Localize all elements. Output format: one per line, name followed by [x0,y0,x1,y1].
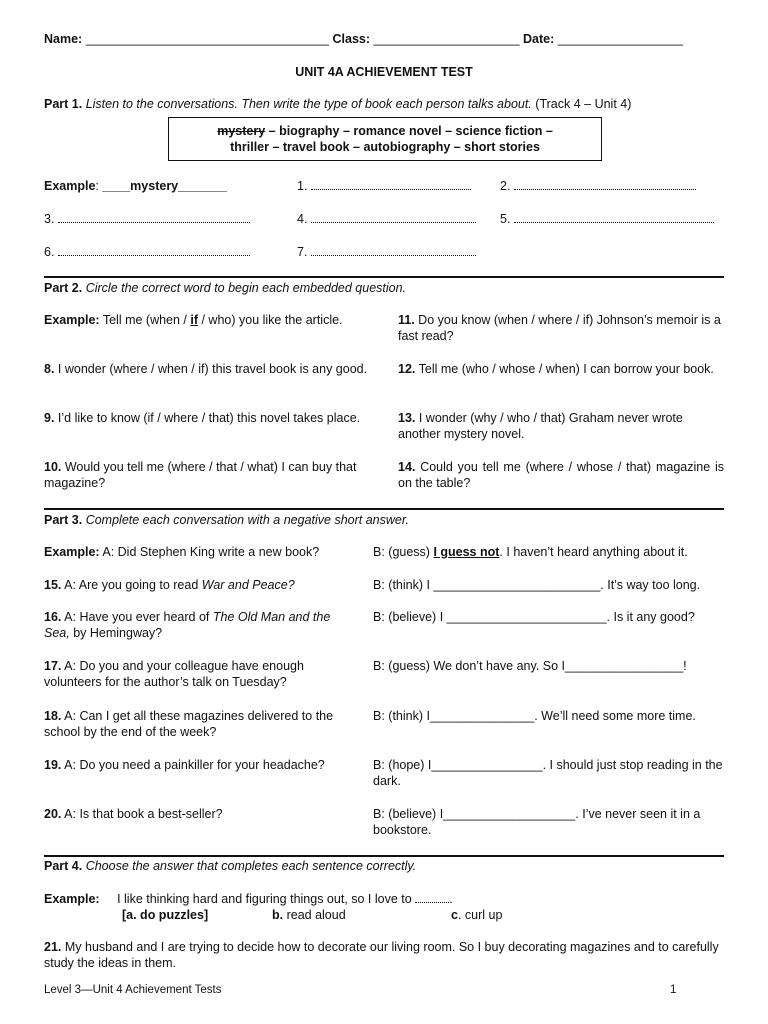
answer-blank[interactable] [58,245,250,256]
part1-example: Example: ____mystery_______ [44,179,227,193]
part3-heading [44,512,409,528]
question-8[interactable]: 8. I wonder (where / when / if) this travel book is any good. [44,362,368,376]
class-label: Class: [332,32,371,46]
answer-blank[interactable] [514,212,714,223]
part3-instruction: Complete each conversation with a negative short answer. [85,513,410,527]
word-bank-struck-word: mystery [217,124,266,138]
name-label: Name: [44,32,83,46]
part1-item-3[interactable]: 3. [44,211,250,227]
section-divider [44,855,724,857]
word-bank-line-2: thriller – travel book – autobiography – short stories [230,140,540,154]
class-field[interactable]: _____________________ [373,32,520,46]
answer-blank[interactable] [514,179,696,190]
question-15-b[interactable]: B: (think) I ________________________. It’s way too long. [373,578,701,592]
word-bank-line-1: mystery – biography – romance novel – science fiction – [217,124,553,138]
answer-blank[interactable] [311,179,471,190]
part1-item-2[interactable]: 2. [500,178,696,194]
part3-example-a: Example: A: Did Stephen King write a new book? [44,545,320,559]
part2-example: Example: Tell me (when / if / who) you like the article. [44,313,343,327]
question-19-b[interactable]: B: (hope) I________________. I should just stop reading in the dark. [373,758,723,788]
part2-instruction: Circle the correct word to begin each embedded question. [85,281,407,295]
date-field[interactable]: __________________ [557,32,683,46]
part4-heading [44,858,416,874]
date-label: Date: [523,32,555,46]
question-18-b[interactable]: B: (think) I_______________. We’ll need some more time. [373,709,696,723]
question-12[interactable]: 12. Tell me (who / whose / when) I can borrow your book. [398,362,714,376]
question-16-a: 16. A: Have you ever heard of The Old Man and the Sea, by Hemingway? [44,610,331,640]
part2-label: Part 2. [44,281,83,295]
answer-blank[interactable] [58,212,250,223]
answer-blank[interactable] [311,245,476,256]
question-18-a: 18. A: Can I get all these magazines delivered to the school by the end of the week? [44,709,334,739]
part1-item-4[interactable]: 4. [297,211,476,227]
page-number: 1 [670,984,677,996]
question-17-b[interactable]: B: (guess) We don’t have any. So I_________________! [373,659,687,673]
example-option-b: b. read aloud [272,908,346,922]
part3-example-b: B: (guess) I guess not. I haven’t heard anything about it. [373,545,688,559]
question-10[interactable]: 10. Would you tell me (where / that / what) I can buy that magazine? [44,460,357,490]
example-option-a: [a. do puzzles] [122,908,209,922]
question-13[interactable]: 13. I wonder (why / who / that) Graham never wrote another mystery novel. [398,411,683,441]
example-answer: I guess not [433,545,500,559]
footer-text: Level 3—Unit 4 Achievement Tests [44,984,222,996]
answer-blank[interactable] [311,212,476,223]
question-15-a: 15. A: Are you going to read War and Peace? [44,578,295,592]
word-bank-box [168,117,602,161]
part1-item-6[interactable]: 6. [44,244,250,260]
header-row [44,31,734,47]
part1-item-1[interactable]: 1. [297,178,471,194]
question-19-a: 19. A: Do you need a painkiller for your headache? [44,758,325,772]
section-divider [44,276,724,278]
part1-instruction: Listen to the conversations. Then write the type of book each person talks about. [85,97,532,111]
part1-track: (Track 4 – Unit 4) [535,97,632,111]
example-blank [415,892,449,903]
part1-item-5[interactable]: 5. [500,211,714,227]
part4-instruction: Choose the answer that completes each sentence correctly. [85,859,417,873]
section-divider [44,508,724,510]
question-20-a: 20. A: Is that book a best-seller? [44,807,223,821]
part1-item-7[interactable]: 7. [297,244,476,260]
question-11[interactable]: 11. Do you know (when / where / if) Johnson’s memoir is a fast read? [398,313,721,343]
question-16-b[interactable]: B: (believe) I _______________________. Is it any good? [373,610,695,624]
part1-example-answer: ____mystery_______ [102,179,227,193]
question-17-a: 17. A: Do you and your colleague have enough volunteers for the author’s talk on Tuesday? [44,659,304,689]
question-21[interactable]: 21. My husband and I are trying to decide how to decorate our living room. So I buy decorating magazines and to carefully study the ideas in them. [44,940,719,970]
name-field[interactable]: ___________________________________ [85,32,330,46]
part4-label: Part 4. [44,859,83,873]
part1-example-label: Example [44,179,96,193]
part3-label: Part 3. [44,513,83,527]
part4-example: Example: I like thinking hard and figuring things out, so I love to . [44,892,453,906]
page-title: UNIT 4A ACHIEVEMENT TEST [295,65,473,79]
example-option-c: c. curl up [451,908,503,922]
question-20-b[interactable]: B: (believe) I___________________. I’ve never seen it in a bookstore. [373,807,701,837]
question-9[interactable]: 9. I’d like to know (if / where / that) this novel takes place. [44,411,361,425]
question-14[interactable]: 14. Could you tell me (where / whose / that) magazine is on the table? [398,460,724,490]
circled-answer: if [190,313,199,327]
part1-label: Part 1. [44,97,83,111]
part1-heading [44,96,744,112]
part2-heading [44,280,406,296]
